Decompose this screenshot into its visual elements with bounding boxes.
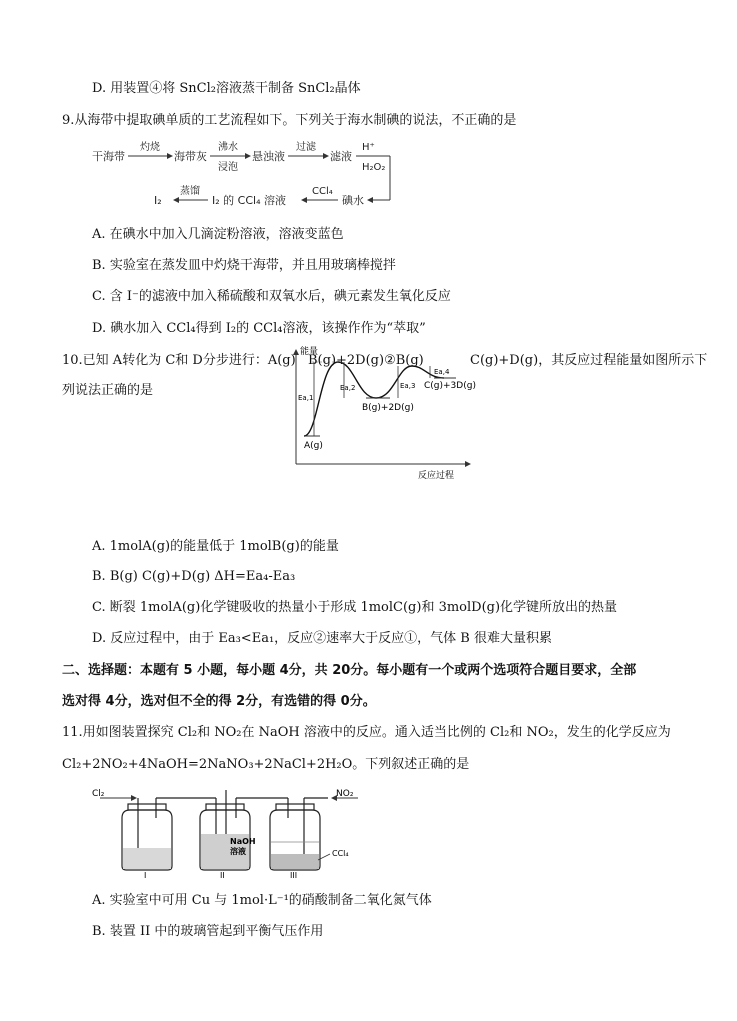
reaction-axis-label: 反应过程 [418,471,455,481]
label-ea3: Ea,3 [400,382,416,390]
q9-stem: 9.从海带中提取碘单质的工艺流程如下。下列关于海水制碘的说法，不正确的是 [62,113,517,128]
flow-step-acid: H⁺ [362,142,375,153]
flow-node-kelp-ash: 海带灰 [174,150,207,163]
q9-option-b: B. 实验室在蒸发皿中灼烧干海带，并且用玻璃棒搅拌 [92,258,396,273]
q10-option-b: B. B(g) C(g)+D(g) ΔH=Ea₄-Ea₃ [92,569,296,584]
section2-heading-line2: 选对得 4分，选对但不全的得 2分，有选错的得 0分。 [62,694,376,709]
flow-node-suspension: 悬浊液 [252,150,285,163]
q9-option-d: D. 碘水加入 CCl₄得到 I₂的 CCl₄溶液，该操作作为“萃取” [92,321,426,336]
q10-stem-part2: B(g)+2D(g)②B(g) [308,353,424,368]
flow-node-dry-kelp: 干海带 [92,150,125,163]
flow-step-soak: 浸泡 [218,162,238,173]
energy-curve [304,362,444,436]
flow-node-i2: I₂ [154,194,162,207]
q11-option-b: B. 装置 II 中的玻璃管起到平衡气压作用 [92,924,324,939]
label-naoh: NaOH [230,837,256,846]
label-bottle-iii: III [290,871,298,878]
q10-stem-line2: 列说法正确的是 [62,383,154,398]
q10-option-a: A. 1molA(g)的能量低于 1molB(g)的能量 [92,539,339,554]
q9-option-a: A. 在碘水中加入几滴淀粉溶液，溶液变蓝色 [92,227,344,242]
label-ea4: Ea,4 [434,368,450,376]
label-solution: 溶液 [230,847,246,856]
q10-option-c: C. 断裂 1molA(g)化学键吸收的热量小于形成 1molC(g)和 3molD(g)化学键所放出的热量 [92,600,618,615]
energy-profile-diagram [284,344,484,484]
q11-stem-line1: 11.用如图装置探究 Cl₂和 NO₂在 NaOH 溶液中的反应。通入适当比例的 Cl₂和 NO₂，发生的化学反应为 [62,725,671,740]
label-ea2: Ea,2 [340,384,356,392]
label-cl2-inlet: Cl₂ [92,789,105,799]
q9-option-c: C. 含 I⁻的滤液中加入稀硫酸和双氧水后，碘元素发生氧化反应 [92,289,451,304]
flow-step-filter: 过滤 [296,142,316,153]
flow-node-filtrate: 滤液 [330,150,352,163]
label-ea1: Ea,1 [298,394,314,402]
flow-step-burn: 灼烧 [140,142,160,153]
flow-node-i2-ccl4: I₂ 的 CCl₄ 溶液 [212,194,286,207]
label-ccl4: CCl₄ [332,849,349,858]
flow-node-iodine-water: 碘水 [342,194,364,207]
energy-axis-label: 能量 [300,347,319,357]
label-b-2d: B(g)+2D(g) [362,403,414,413]
label-bottle-i: I [144,871,147,878]
flow-step-ccl4: CCl₄ [312,186,333,197]
label-no2-inlet: NO₂ [336,789,354,799]
q10-stem-part3: C(g)+D(g)，其反应过程能量如图所示下 [470,353,708,368]
section2-heading-line1: 二、选择题：本题有 5 小题，每小题 4分，共 20分。每小题有一个或两个选项符合题目要求，全部 [62,663,637,678]
flow-step-distill: 蒸馏 [180,186,200,197]
label-c-3d: C(g)+3D(g) [424,381,476,391]
flow-step-boil: 沸水 [218,142,238,153]
label-bottle-ii: II [220,871,225,878]
label-a-g: A(g) [304,441,323,451]
q10-option-d: D. 反应过程中，由于 Ea₃<Ea₁，反应②速率大于反应①，气体 B 很难大量积累 [92,631,552,646]
q11-option-a: A. 实验室中可用 Cu 与 1mol·L⁻¹的硝酸制备二氧化氮气体 [92,893,432,908]
q8-option-d: D. 用装置④将 SnCl₂溶液蒸干制备 SnCl₂晶体 [92,81,361,96]
flow-step-peroxide: H₂O₂ [362,162,386,173]
q10-stem-part1: 10.已知 A转化为 C和 D分步进行：A(g) [62,353,296,368]
gas-washing-apparatus [92,788,372,878]
q11-stem-line2: Cl₂+2NO₂+4NaOH=2NaNO₃+2NaCl+2H₂O。下列叙述正确的是 [62,757,470,772]
iodine-flow-diagram [92,138,412,210]
